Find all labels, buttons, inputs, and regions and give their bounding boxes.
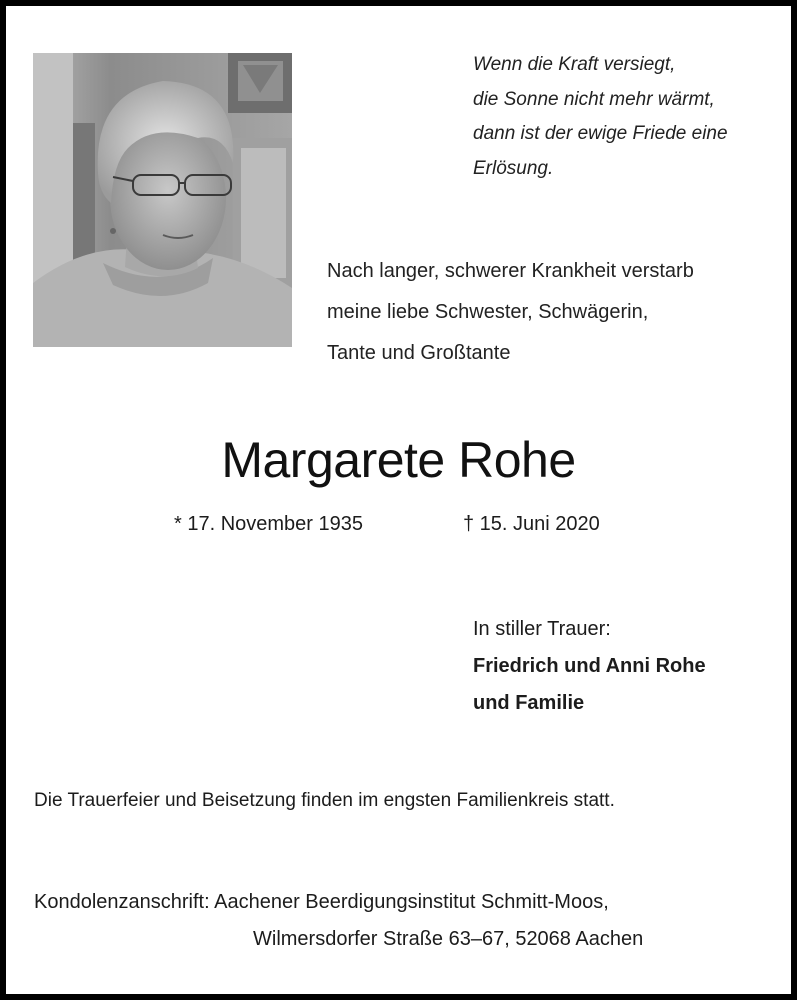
poem-line: Erlösung. bbox=[473, 157, 554, 179]
funeral-notice: Die Trauerfeier und Beisetzung finden im engsten Familienkreis statt. bbox=[34, 790, 615, 811]
announcement-line: meine liebe Schwester, Schwägerin, bbox=[327, 301, 649, 323]
death-announcement bbox=[327, 251, 777, 374]
announcement-line: Tante und Großtante bbox=[327, 342, 511, 364]
poem-line: dann ist der ewige Friede eine bbox=[473, 123, 728, 144]
condolence-address-line1: Kondolenzanschrift: Aachener Beerdigungsinstitut Schmitt-Moos, bbox=[34, 891, 609, 913]
condolence-address-line2: Wilmersdorfer Straße 63–67, 52068 Aachen bbox=[253, 928, 644, 950]
death-date: † 15. Juni 2020 bbox=[463, 513, 600, 535]
portrait-photo bbox=[33, 53, 292, 347]
mourner-name: Friedrich und Anni Rohe bbox=[473, 655, 706, 677]
announcement-line: Nach langer, schwerer Krankheit verstarb bbox=[327, 260, 694, 282]
poem-line: die Sonne nicht mehr wärmt, bbox=[473, 88, 715, 110]
birth-date: * 17. November 1935 bbox=[174, 513, 364, 535]
deceased-name: Margarete Rohe bbox=[221, 432, 576, 488]
poem bbox=[473, 48, 773, 186]
poem-line: Wenn die Kraft versiegt, bbox=[473, 54, 676, 75]
mourners-intro: In stiller Trauer: bbox=[473, 618, 611, 640]
mourners-block bbox=[473, 611, 783, 722]
mourner-name: und Familie bbox=[473, 692, 585, 714]
